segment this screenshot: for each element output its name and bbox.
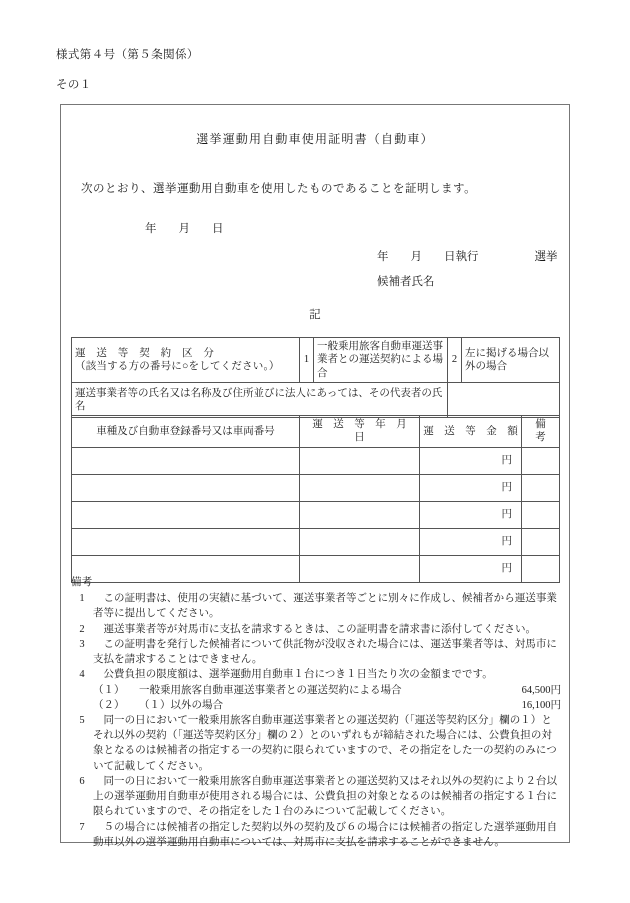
certificate-title: 選挙運動用自動車使用証明書（自動車） xyxy=(196,132,434,146)
note-item xyxy=(71,667,561,682)
currency-unit: 円 xyxy=(501,509,512,521)
note-item xyxy=(71,637,561,667)
certificate-frame xyxy=(60,104,570,848)
cell-remarks[interactable] xyxy=(522,474,560,501)
cell-date[interactable] xyxy=(300,474,420,501)
cell-date[interactable] xyxy=(300,501,420,528)
cell-amount[interactable] xyxy=(420,447,522,474)
cell-vehicle[interactable] xyxy=(72,474,300,501)
note-item xyxy=(71,622,561,637)
notes-section xyxy=(71,575,561,850)
contract-class-label-sub: （該当する方の番号に○をしてください。） xyxy=(75,361,280,373)
table-row xyxy=(72,474,560,501)
candidate-name-label: 候補者氏名 xyxy=(377,276,435,288)
contract-option-1-text[interactable]: 一般乗用旅客自動車運送事業者との運送契約による場合 xyxy=(314,338,448,383)
cell-vehicle[interactable] xyxy=(72,528,300,555)
column-header-date: 運 送 等 年 月 日 xyxy=(300,416,420,448)
currency-unit: 円 xyxy=(501,482,512,494)
cell-remarks[interactable] xyxy=(522,501,560,528)
currency-unit: 円 xyxy=(501,563,512,575)
notes-title: 備考 xyxy=(71,577,93,588)
election-label: 選挙 xyxy=(534,251,558,263)
issue-date-line xyxy=(145,220,224,236)
contract-option-2-text[interactable]: 左に掲げる場合以外の場合 xyxy=(462,338,560,383)
note-sub-text: 一般乗用旅客自動車運送事業者との運送契約による場合 xyxy=(139,684,402,696)
certificate-table xyxy=(71,337,560,418)
operator-row xyxy=(72,383,560,418)
table-row xyxy=(72,501,560,528)
election-date-year: 年 xyxy=(377,251,389,263)
cell-amount[interactable] xyxy=(420,501,522,528)
note-item xyxy=(71,591,561,621)
note-text: この証明書を発行した候補者について供託物が没収された場合には、運送事業者等は、対馬市に支払を請求することはできません。 xyxy=(93,638,557,666)
cell-vehicle[interactable] xyxy=(72,447,300,474)
note-number: 5 xyxy=(79,714,85,726)
note-text: 運送事業者等が対馬市に支払を請求するときは、この証明書を請求書に添付してください。 xyxy=(103,623,537,635)
note-sub-item xyxy=(93,683,561,698)
currency-unit: 円 xyxy=(501,536,512,548)
usage-table-header-row xyxy=(72,416,560,448)
contract-class-label-main: 運 送 等 契 約 区 分 xyxy=(75,347,215,359)
note-number: 2 xyxy=(79,623,85,635)
cell-amount[interactable] xyxy=(420,474,522,501)
note-number: 4 xyxy=(79,669,85,681)
note-number: 1 xyxy=(79,593,85,605)
column-header-amount: 運 送 等 金 額 xyxy=(420,416,522,448)
issue-date-day: 日 xyxy=(212,223,224,235)
contract-option-1-number[interactable]: 1 xyxy=(300,338,314,383)
note-text: 同一の日において一般乗用旅客自動車運送事業者との運送契約（「運送等契約区分」欄の１）とそれ以外の契約（「運送等契約区分」欄の２）とのいずれもが締結された場合には、公費負担の対象となるのは候補者の指定する一の契約に限られていますので、その指定をした一の契約のみについて記載してください。 xyxy=(93,714,557,772)
cell-vehicle[interactable] xyxy=(72,501,300,528)
election-date-day-exec: 日執行 xyxy=(444,251,479,263)
note-sub-amount: 64,500円 xyxy=(521,684,561,696)
ki-mark: 記 xyxy=(309,309,321,321)
note-item xyxy=(71,713,561,774)
column-header-remarks: 備 考 xyxy=(522,416,560,448)
contract-option-2-number[interactable]: 2 xyxy=(448,338,462,383)
note-sub-text: （１）以外の場合 xyxy=(139,699,223,711)
note-number: 7 xyxy=(79,821,85,833)
contract-class-row xyxy=(72,338,560,383)
contract-class-label xyxy=(72,338,300,383)
note-number: 3 xyxy=(79,638,85,650)
cell-remarks[interactable] xyxy=(522,528,560,555)
table-row xyxy=(72,447,560,474)
issue-date-month: 月 xyxy=(178,223,190,235)
cell-remarks[interactable] xyxy=(522,447,560,474)
operator-label: 運送事業者等の氏名又は名称及び住所並びに法人にあっては、その代表者の氏名 xyxy=(72,383,448,418)
usage-table xyxy=(71,415,560,583)
note-text: 公費負担の限度額は、選挙運動用自動車１台につき１日当たり次の金額までです。 xyxy=(103,669,493,681)
form-number: 様式第４号（第５条関係） xyxy=(56,49,199,61)
cell-amount[interactable] xyxy=(420,528,522,555)
election-date-month: 月 xyxy=(410,251,422,263)
note-sub-item xyxy=(93,698,561,713)
note-sub-label: （２） xyxy=(93,699,125,711)
election-date-line xyxy=(377,248,558,264)
sheet-number: その１ xyxy=(56,79,92,91)
note-sub-amount: 16,100円 xyxy=(521,699,561,711)
cell-date[interactable] xyxy=(300,528,420,555)
column-header-vehicle: 車種及び自動車登録番号又は車両番号 xyxy=(72,416,300,448)
currency-unit: 円 xyxy=(501,455,512,467)
operator-value[interactable] xyxy=(448,383,560,418)
note-text: ５の場合には候補者の指定した契約以外の契約及び６の場合には候補者の指定した選挙運動用自動車以外の選挙運動用自動車については、対馬市に支払を請求することができません。 xyxy=(93,821,558,848)
certificate-intro: 次のとおり、選挙運動用自動車を使用したものであることを証明します。 xyxy=(81,183,477,195)
note-text: この証明書は、使用の実績に基づいて、運送事業者等ごとに別々に作成し、候補者から運送事業者等に提出してください。 xyxy=(93,593,557,620)
issue-date-year: 年 xyxy=(145,223,157,235)
note-sub-label: （１） xyxy=(93,684,125,696)
note-text: 同一の日において一般乗用旅客自動車運送事業者との運送契約又はそれ以外の契約により２台以上の選挙運動用自動車が使用される場合には、公費負担の対象となるのは候補者の指定する１台に限られていますので、その指定をした１台のみについて記載してください。 xyxy=(93,775,558,818)
cell-date[interactable] xyxy=(300,447,420,474)
table-row xyxy=(72,528,560,555)
note-item xyxy=(71,774,561,820)
note-item xyxy=(71,820,561,850)
note-number: 6 xyxy=(79,775,85,787)
